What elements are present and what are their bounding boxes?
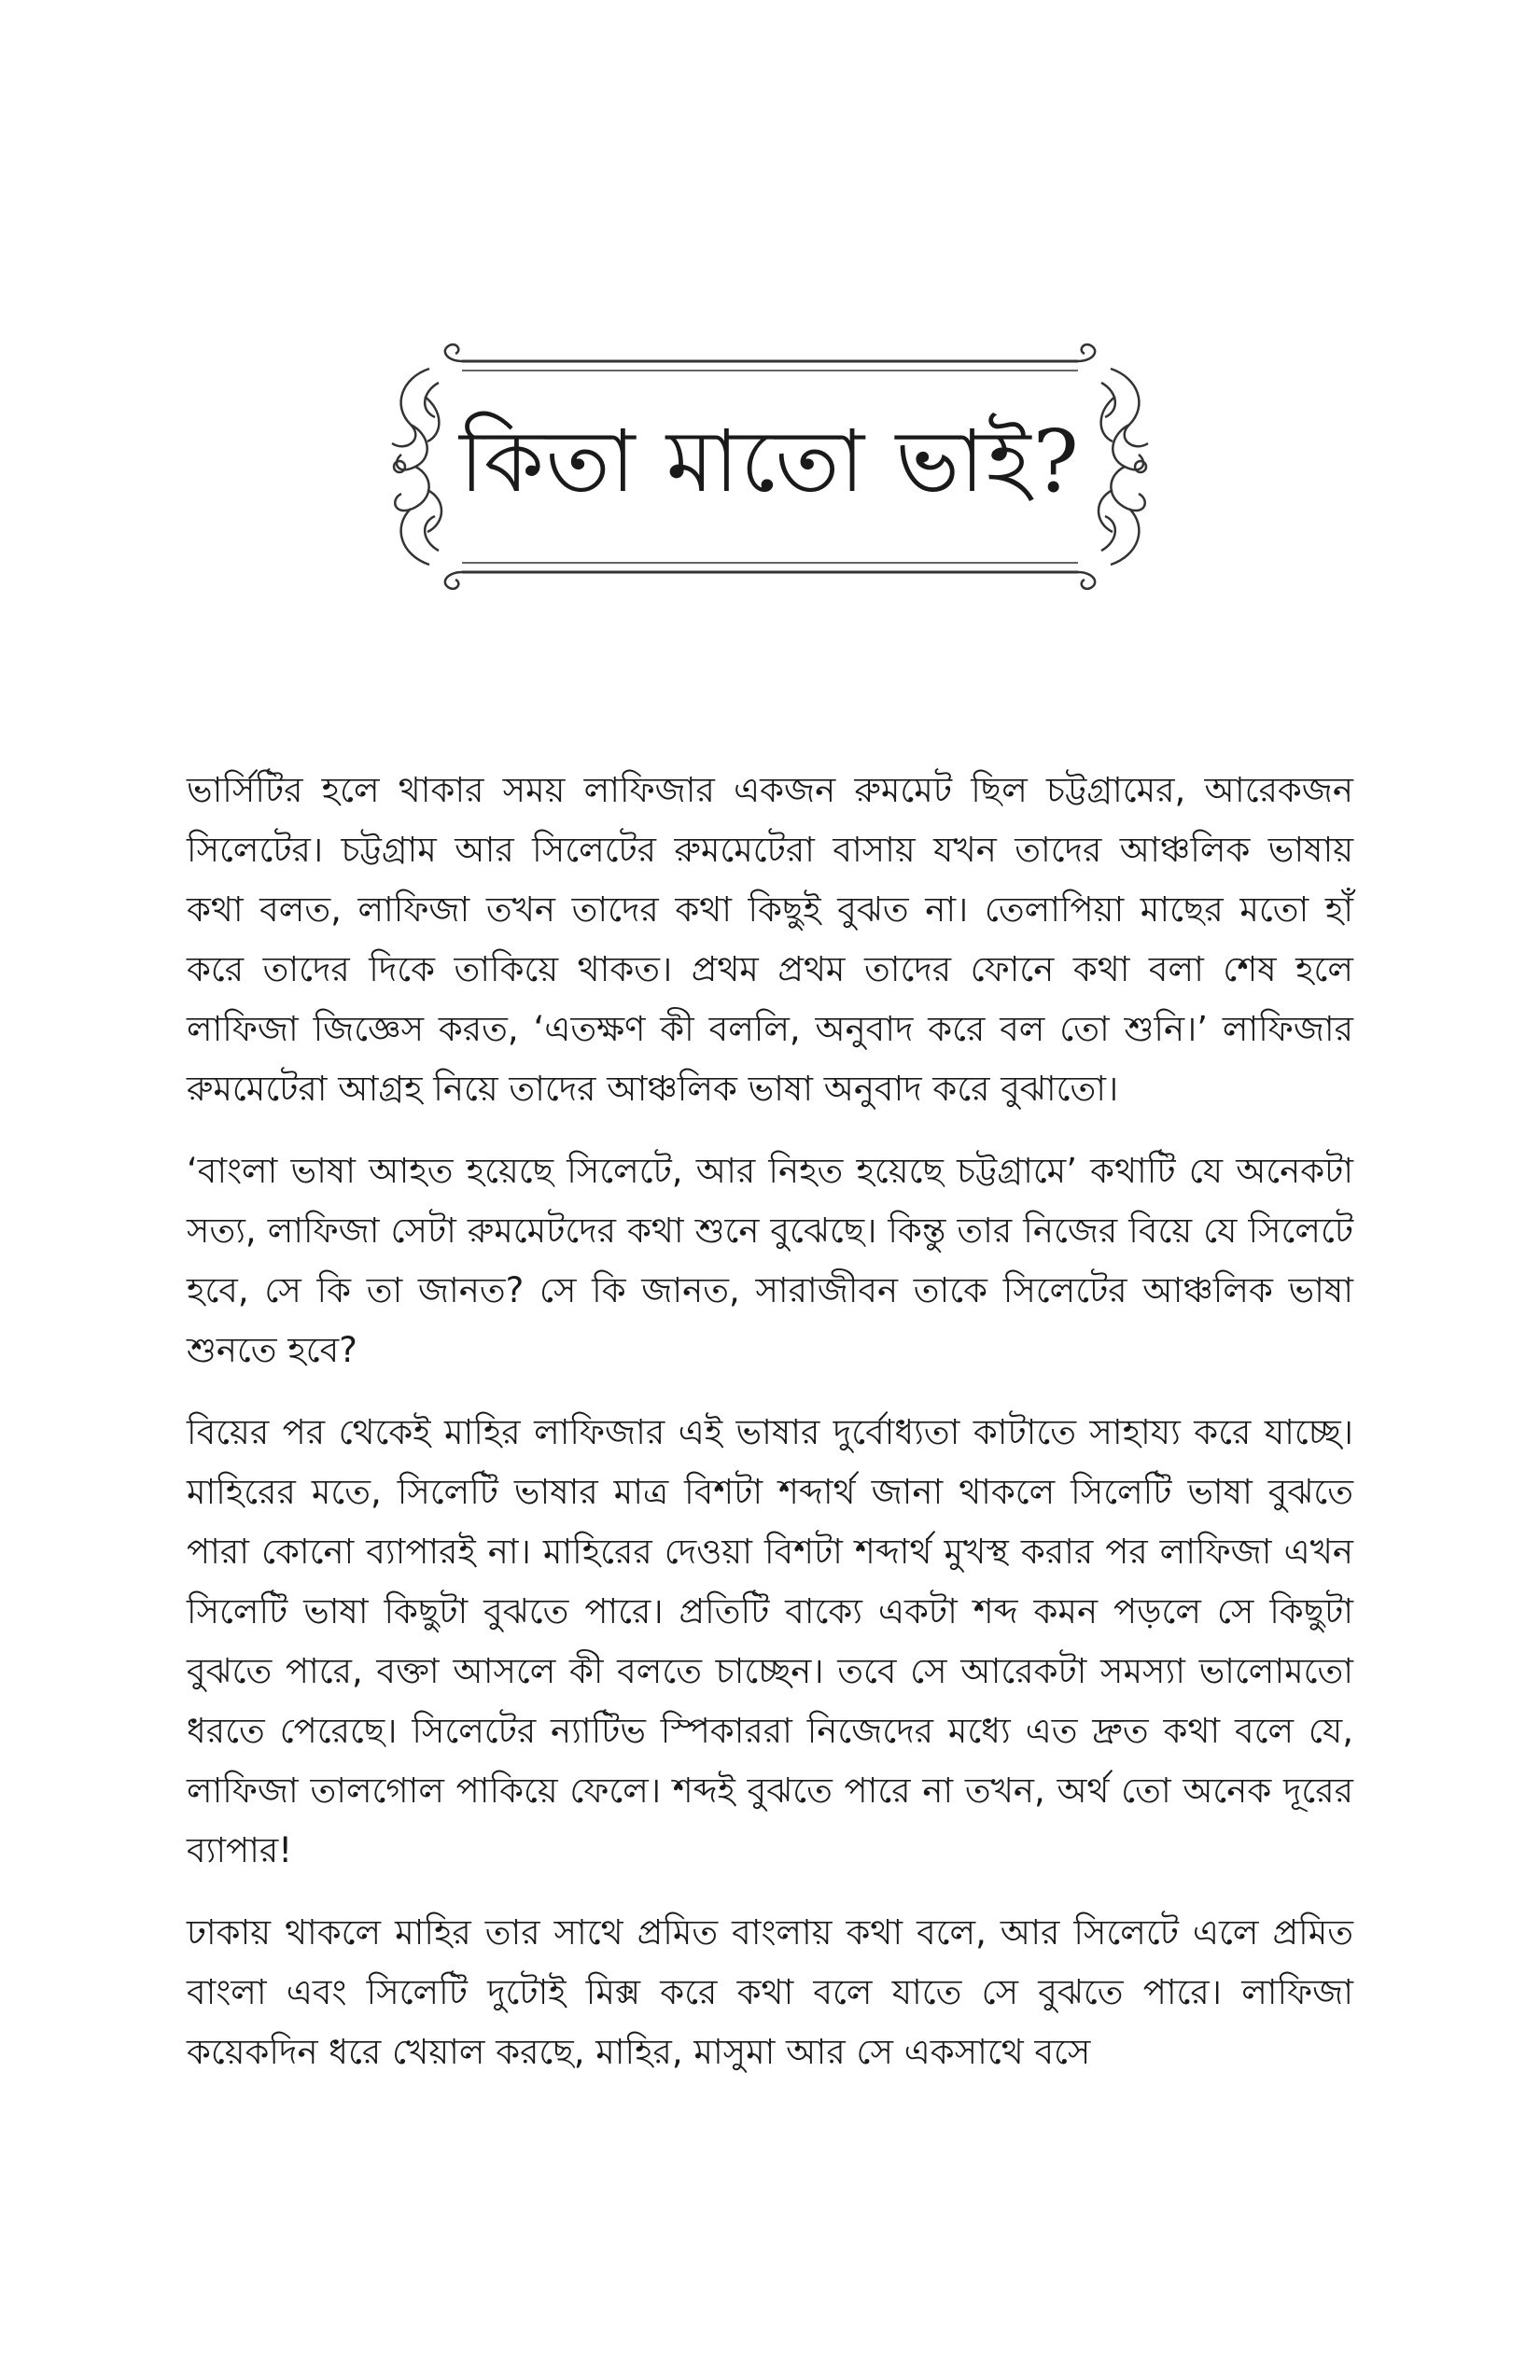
chapter-body bbox=[187, 761, 1353, 2105]
paragraph: ঢাকায় থাকলে মাহির তার সাথে প্রমিত বাংলায় কথা বলে, আর সিলেটে এলে প্রমিত বাংলা এবং সিলেটি দুটোই মিক্স করে কথা বলে যাতে সে বুঝতে পারে। লাফিজা কয়েকদিন ধরে খেয়াল করছে, মাহির, মাসুমা আর সে একসাথে বসে bbox=[187, 1912, 1353, 2072]
chapter-title-frame bbox=[373, 341, 1167, 593]
paragraph: ‘বাংলা ভাষা আহত হয়েছে সিলেটে, আর নিহত হয়েছে চট্টগ্রামে’ কথাটি যে অনেকটা সত্য, লাফিজা সেটা রুমমেটদের কথা শুনে বুঝেছে। কিন্তু তার নিজের বিয়ে যে সিলেটে হবে, সে কি তা জানত? সে কি জানত, সারাজীবন তাকে সিলেটের আঞ্চলিক ভাষা শুনতে হবে? bbox=[187, 1151, 1353, 1370]
chapter-title: কিতা মাতো ভাই? bbox=[459, 412, 1081, 511]
paragraph: ভার্সিটির হলে থাকার সময় লাফিজার একজন রুমমেট ছিল চট্টগ্রামের, আরেকজন সিলেটের। চট্টগ্রাম আর সিলেটের রুমমেটেরা বাসায় যখন তাদের আঞ্চলিক ভাষায় কথা বলত, লাফিজা তখন তাদের কথা কিছুই বুঝত না। তেলাপিয়া মাছের মতো হাঁ করে তাদের দিকে তাকিয়ে থাকত। প্রথম প্রথম তাদের ফোনে কথা বলা শেষ হলে লাফিজা জিজ্ঞেস করত, ‘এতক্ষণ কী বললি, অনুবাদ করে বল তো শুনি।’ লাফিজার রুমমেটেরা আগ্রহ নিয়ে তাদের আঞ্চলিক ভাষা অনুবাদ করে বুঝাতো। bbox=[187, 770, 1353, 1109]
paragraph: বিয়ের পর থেকেই মাহির লাফিজার এই ভাষার দুর্বোধ্যতা কাটাতে সাহায্য করে যাচ্ছে। মাহিরের মতে, সিলেটি ভাষার মাত্র বিশটা শব্দার্থ জানা থাকলে সিলেটি ভাষা বুঝতে পারা কোনো ব্যাপারই না। মাহিরের দেওয়া বিশটা শব্দার্থ মুখস্থ করার পর লাফিজা এখন সিলেটি ভাষা কিছুটা বুঝতে পারে। প্রতিটি বাক্যে একটা শব্দ কমন পড়লে সে কিছুটা বুঝতে পারে, বক্তা আসলে কী বলতে চাচ্ছেন। তবে সে আরেকটা সমস্যা ভালোমতো ধরতে পেরেছে। সিলেটের ন্যাটিভ স্পিকাররা নিজেদের মধ্যে এত দ্রুত কথা বলে যে, লাফিজা তালগোল পাকিয়ে ফেলে। শব্দই বুঝতে পারে না তখন, অর্থ তো অনেক দূরের ব্যাপার! bbox=[187, 1412, 1353, 1870]
